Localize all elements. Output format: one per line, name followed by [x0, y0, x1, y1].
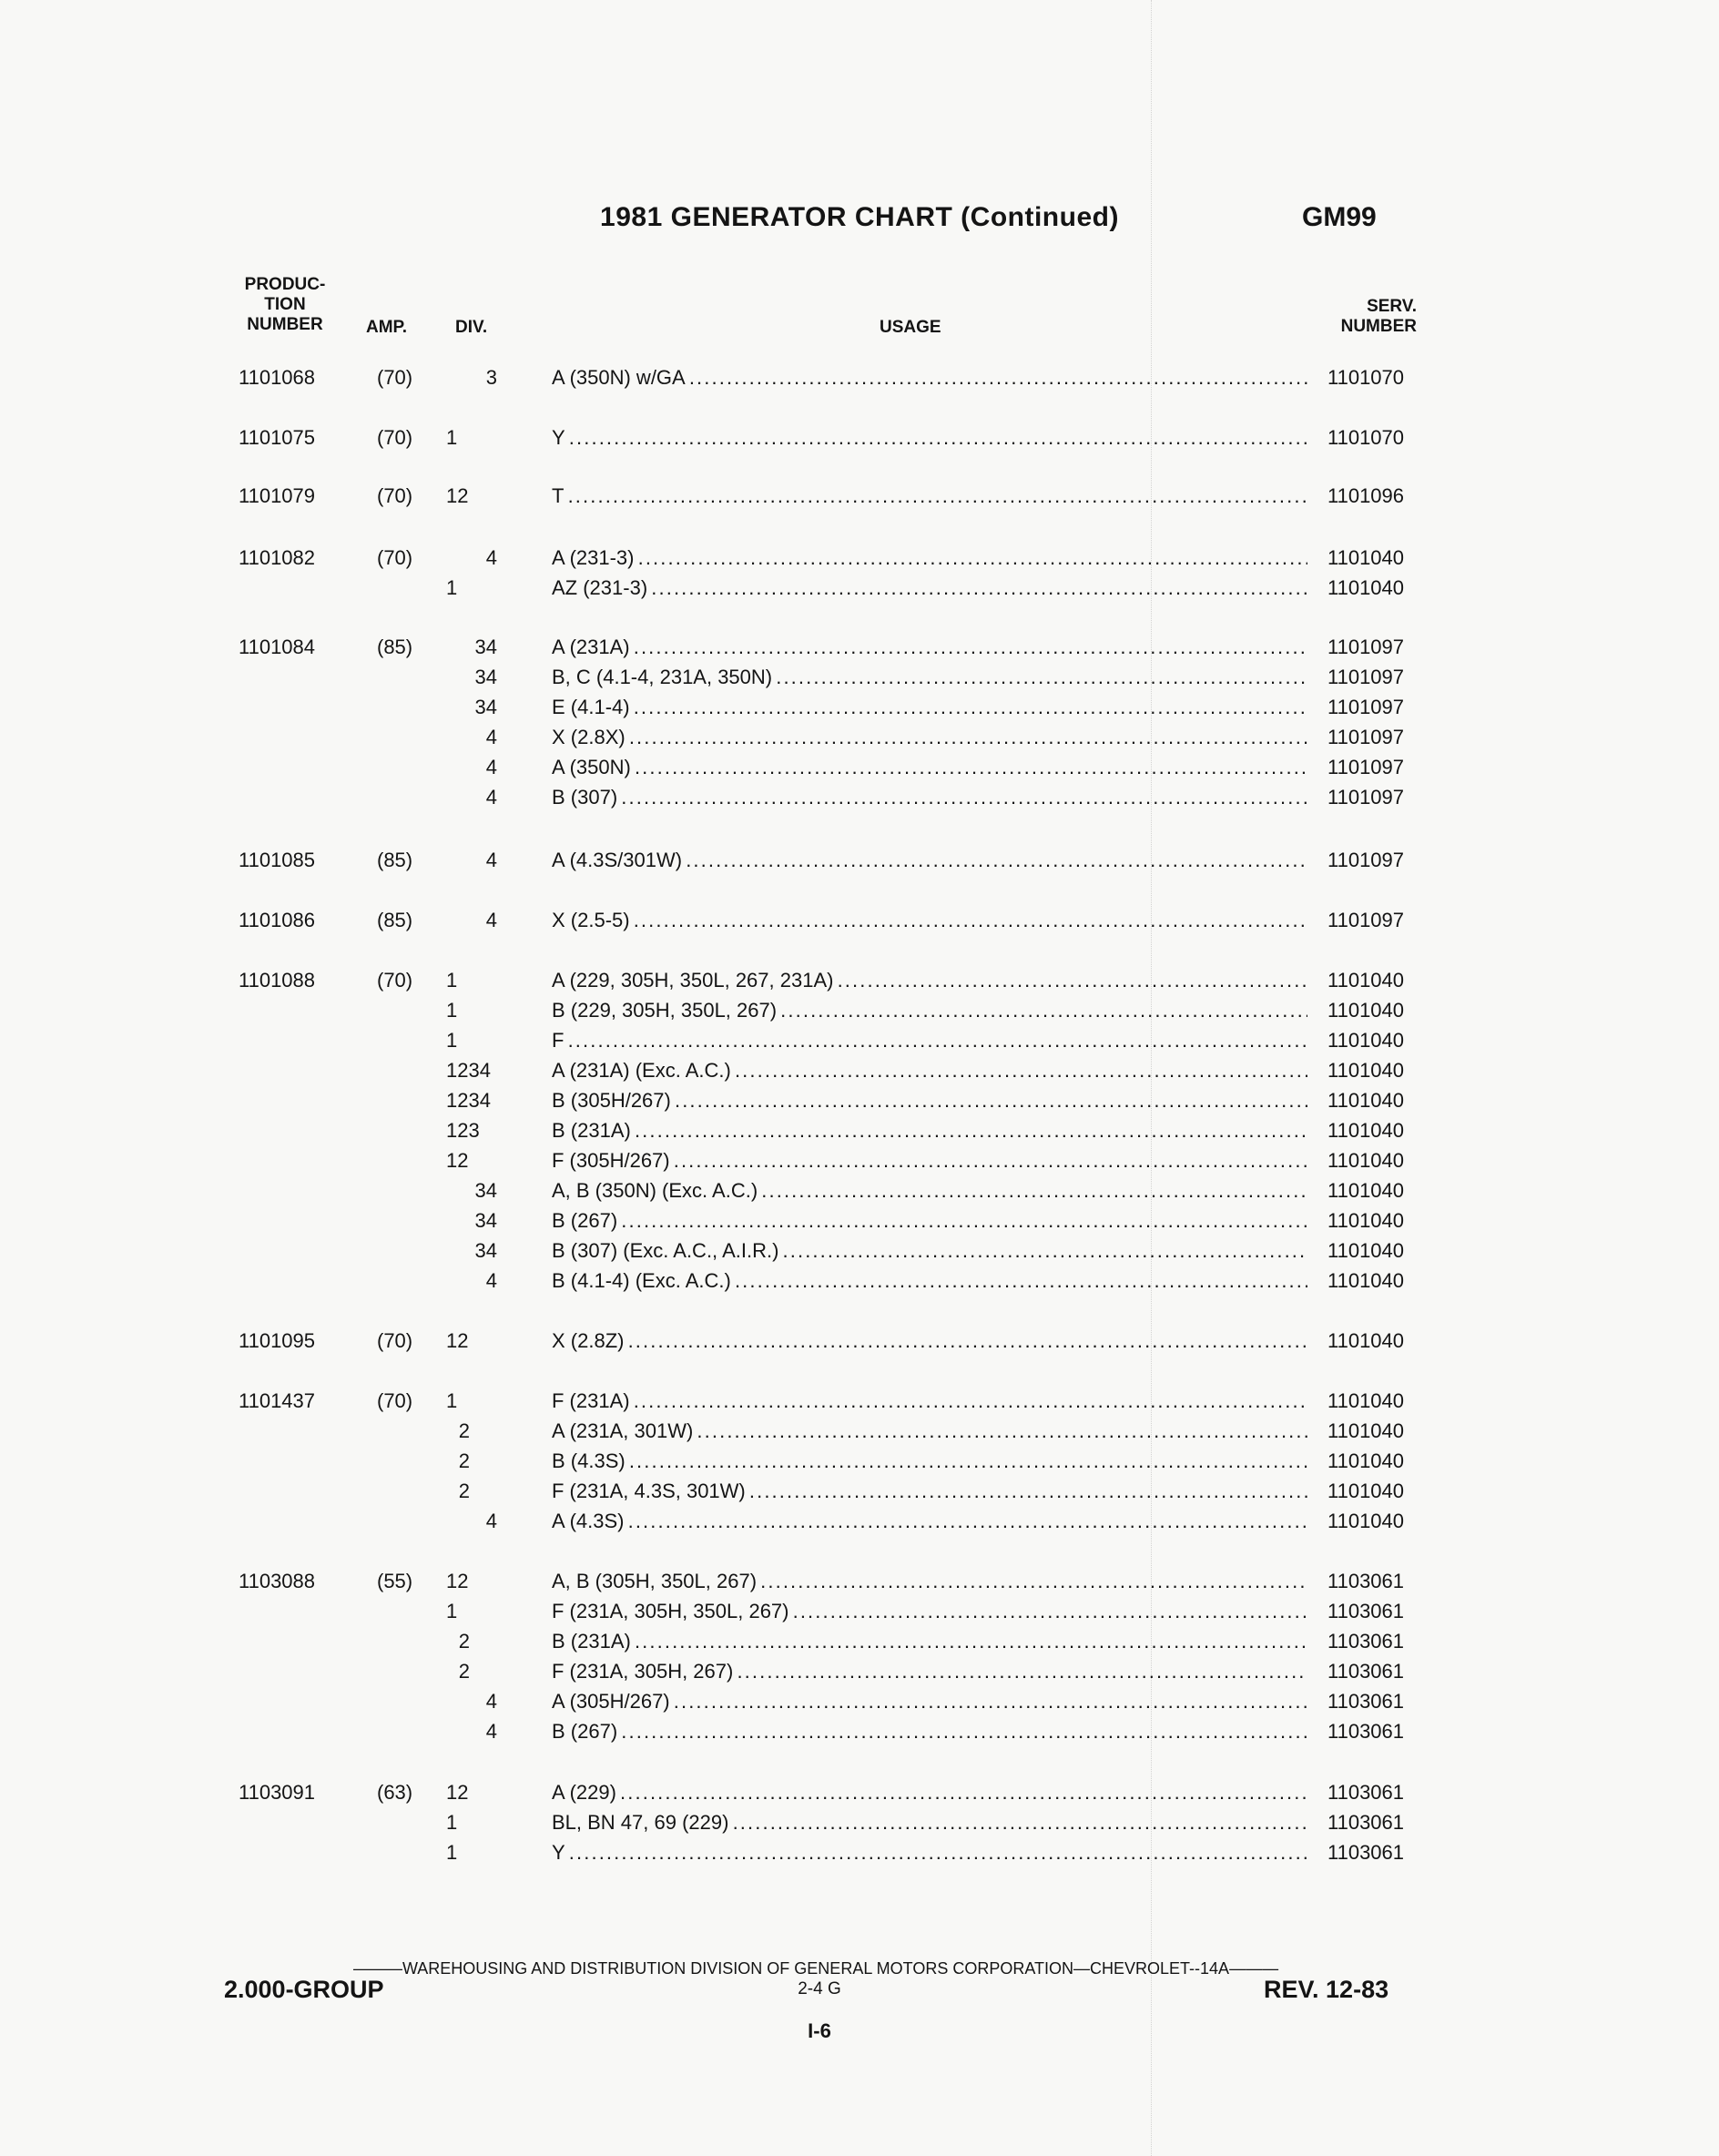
- service-number: 1101040: [1327, 1209, 1405, 1232]
- usage-entry: F (231A) . . .: [552, 1389, 1307, 1413]
- service-number: 1101040: [1327, 1149, 1405, 1172]
- service-number: 1101040: [1327, 1329, 1405, 1352]
- service-number: 1101040: [1327, 546, 1405, 569]
- division: 1: [446, 969, 458, 992]
- amp-rating: (70): [377, 1389, 413, 1412]
- service-number: 1101096: [1327, 484, 1405, 507]
- division: 34: [474, 666, 497, 688]
- usage-entry: A (231A) (Exc. A.C.) . . .: [552, 1059, 1307, 1083]
- service-number: 1101040: [1327, 1449, 1405, 1472]
- division: 1234: [446, 1059, 491, 1082]
- usage-entry: A (231-3) . . .: [552, 546, 1307, 570]
- division: 12: [446, 1781, 469, 1804]
- usage-entry: X (2.5-5) . . .: [552, 909, 1307, 932]
- division: 2: [458, 1480, 470, 1502]
- usage-entry: B (231A) . . .: [552, 1119, 1307, 1143]
- amp-rating: (70): [377, 1329, 413, 1352]
- production-number: 1101082: [239, 546, 316, 569]
- usage-entry: X (2.8X) . . .: [552, 726, 1307, 749]
- service-number: 1101040: [1327, 1419, 1405, 1442]
- division: 4: [485, 786, 497, 808]
- amp-rating: (85): [377, 849, 413, 871]
- production-number: 1101068: [239, 366, 316, 389]
- amp-rating: (85): [377, 636, 413, 658]
- production-number: 1101079: [239, 484, 316, 507]
- service-number: 1101040: [1327, 1089, 1405, 1112]
- usage-entry: A (305H/267) . . .: [552, 1690, 1307, 1714]
- division: 2: [458, 1630, 470, 1653]
- service-number: 1103061: [1327, 1720, 1405, 1743]
- division: 34: [474, 636, 497, 658]
- service-number: 1101040: [1327, 969, 1405, 992]
- division: 4: [485, 756, 497, 778]
- division: 4: [485, 1269, 497, 1292]
- division: 12: [446, 1570, 469, 1592]
- service-number: 1103061: [1327, 1570, 1405, 1592]
- amp-rating: (55): [377, 1570, 413, 1592]
- division: 4: [485, 726, 497, 748]
- division: 4: [485, 849, 497, 871]
- col-header-serv-line1: SERV.: [1367, 297, 1417, 316]
- usage-entry: A (231A) . . .: [552, 636, 1307, 659]
- service-number: 1101070: [1327, 426, 1405, 449]
- service-number: 1101040: [1327, 1269, 1405, 1292]
- division: 34: [474, 696, 497, 718]
- service-number: 1101040: [1327, 999, 1405, 1022]
- production-number: 1101437: [239, 1389, 316, 1412]
- page-number: I-6: [808, 2019, 831, 2042]
- usage-entry: BL, BN 47, 69 (229) . . .: [552, 1811, 1307, 1835]
- document-code: GM99: [1302, 202, 1377, 232]
- usage-entry: B, C (4.1-4, 231A, 350N) . . .: [552, 666, 1307, 689]
- col-header-amp: AMP.: [366, 318, 408, 337]
- service-number: 1101040: [1327, 1029, 1405, 1052]
- division: 2: [458, 1660, 470, 1683]
- amp-rating: (70): [377, 426, 413, 449]
- usage-entry: T . . .: [552, 484, 1307, 508]
- usage-entry: B (307) . . .: [552, 786, 1307, 809]
- usage-entry: A (229) . . .: [552, 1781, 1307, 1805]
- division: 1: [446, 426, 458, 449]
- service-number: 1101097: [1327, 849, 1405, 871]
- service-number: 1101097: [1327, 636, 1405, 658]
- usage-entry: B (305H/267) . . .: [552, 1089, 1307, 1113]
- amp-rating: (63): [377, 1781, 413, 1804]
- service-number: 1101040: [1327, 1480, 1405, 1502]
- production-number: 1103091: [239, 1781, 316, 1804]
- service-number: 1103061: [1327, 1841, 1405, 1864]
- production-number: 1103088: [239, 1570, 316, 1592]
- division: 1: [446, 999, 458, 1022]
- amp-rating: (85): [377, 909, 413, 931]
- production-number: 1101086: [239, 909, 316, 931]
- division: 4: [485, 546, 497, 569]
- usage-entry: B (229, 305H, 350L, 267) . . .: [552, 999, 1307, 1022]
- col-header-production-line1: PRODUC-: [244, 275, 326, 294]
- division: 4: [485, 1510, 497, 1532]
- service-number: 1103061: [1327, 1660, 1405, 1683]
- usage-entry: Y . . .: [552, 1841, 1307, 1865]
- service-number: 1103061: [1327, 1690, 1405, 1713]
- col-header-production-line2: TION: [264, 295, 306, 314]
- amp-rating: (70): [377, 546, 413, 569]
- service-number: 1103061: [1327, 1630, 1405, 1653]
- footer-division-text: WAREHOUSING AND DISTRIBUTION DIVISION OF GENERAL MOTORS CORPORATION—CHEVROLET--14A: [402, 1959, 1230, 1978]
- page-title: 1981 GENERATOR CHART (Continued): [600, 202, 1119, 232]
- col-header-serv-line2: NUMBER: [1340, 317, 1417, 336]
- footer-division-line: ———WAREHOUSING AND DISTRIBUTION DIVISION OF GENERAL MOTORS CORPORATION—CHEVROLET--14A———: [352, 1959, 1279, 1978]
- division: 34: [474, 1179, 497, 1202]
- service-number: 1103061: [1327, 1600, 1405, 1622]
- division: 4: [485, 1690, 497, 1713]
- production-number: 1101084: [239, 636, 316, 658]
- service-number: 1101097: [1327, 666, 1405, 688]
- service-number: 1103061: [1327, 1781, 1405, 1804]
- division: 1: [446, 1811, 458, 1834]
- service-number: 1103061: [1327, 1811, 1405, 1834]
- usage-entry: B (267) . . .: [552, 1720, 1307, 1744]
- usage-entry: E (4.1-4) . . .: [552, 696, 1307, 719]
- usage-entry: F (231A, 305H, 267) . . .: [552, 1660, 1307, 1683]
- usage-entry: X (2.8Z) . . .: [552, 1329, 1307, 1353]
- usage-entry: B (307) (Exc. A.C., A.I.R.) . . .: [552, 1239, 1307, 1263]
- division: 12: [446, 1149, 469, 1172]
- usage-entry: A (4.3S) . . .: [552, 1510, 1307, 1533]
- usage-entry: B (231A) . . .: [552, 1630, 1307, 1653]
- division: 1: [446, 1029, 458, 1052]
- division: 2: [458, 1449, 470, 1472]
- division: 4: [485, 909, 497, 931]
- service-number: 1101040: [1327, 576, 1405, 599]
- production-number: 1101085: [239, 849, 316, 871]
- amp-rating: (70): [377, 484, 413, 507]
- usage-entry: Y . . .: [552, 426, 1307, 450]
- service-number: 1101040: [1327, 1510, 1405, 1532]
- service-number: 1101097: [1327, 909, 1405, 931]
- division: 4: [485, 1720, 497, 1743]
- usage-entry: A (229, 305H, 350L, 267, 231A) . . .: [552, 969, 1307, 992]
- usage-entry: F (305H/267) . . .: [552, 1149, 1307, 1173]
- service-number: 1101070: [1327, 366, 1405, 389]
- usage-entry: A, B (350N) (Exc. A.C.) . . .: [552, 1179, 1307, 1203]
- production-number: 1101088: [239, 969, 316, 992]
- usage-entry: A, B (305H, 350L, 267) . . .: [552, 1570, 1307, 1593]
- footer-group: 2.000-GROUP: [224, 1976, 384, 2003]
- col-header-div: DIV.: [455, 318, 488, 337]
- footer-revision: REV. 12-83: [1264, 1976, 1389, 2003]
- service-number: 1101040: [1327, 1119, 1405, 1142]
- division: 34: [474, 1239, 497, 1262]
- division: 123: [446, 1119, 480, 1142]
- service-number: 1101097: [1327, 756, 1405, 778]
- service-number: 1101040: [1327, 1389, 1405, 1412]
- usage-entry: B (267) . . .: [552, 1209, 1307, 1233]
- division: 12: [446, 1329, 469, 1352]
- division: 12: [446, 484, 469, 507]
- footer-section: 2-4 G: [798, 1979, 841, 1998]
- division: 34: [474, 1209, 497, 1232]
- production-number: 1101095: [239, 1329, 316, 1352]
- usage-entry: A (350N) . . .: [552, 756, 1307, 779]
- division: 2: [458, 1419, 470, 1442]
- service-number: 1101097: [1327, 786, 1405, 808]
- usage-entry: B (4.3S) . . .: [552, 1449, 1307, 1473]
- service-number: 1101097: [1327, 696, 1405, 718]
- col-header-usage: USAGE: [880, 318, 941, 337]
- division: 1: [446, 1600, 458, 1622]
- production-number: 1101075: [239, 426, 316, 449]
- division: 3: [485, 366, 497, 389]
- usage-entry: F . . .: [552, 1029, 1307, 1053]
- service-number: 1101040: [1327, 1059, 1405, 1082]
- usage-entry: A (350N) w/GA . . .: [552, 366, 1307, 390]
- col-header-production-line3: NUMBER: [247, 315, 323, 334]
- amp-rating: (70): [377, 969, 413, 992]
- usage-entry: F (231A, 4.3S, 301W) . . .: [552, 1480, 1307, 1503]
- division: 1: [446, 1389, 458, 1412]
- service-number: 1101097: [1327, 726, 1405, 748]
- amp-rating: (70): [377, 366, 413, 389]
- division: 1: [446, 1841, 458, 1864]
- usage-entry: AZ (231-3) . . .: [552, 576, 1307, 600]
- division: 1234: [446, 1089, 491, 1112]
- usage-entry: A (4.3S/301W) . . .: [552, 849, 1307, 872]
- usage-entry: F (231A, 305H, 350L, 267) . . .: [552, 1600, 1307, 1623]
- service-number: 1101040: [1327, 1179, 1405, 1202]
- usage-entry: A (231A, 301W) . . .: [552, 1419, 1307, 1443]
- usage-entry: B (4.1-4) (Exc. A.C.) . . .: [552, 1269, 1307, 1293]
- service-number: 1101040: [1327, 1239, 1405, 1262]
- division: 1: [446, 576, 458, 599]
